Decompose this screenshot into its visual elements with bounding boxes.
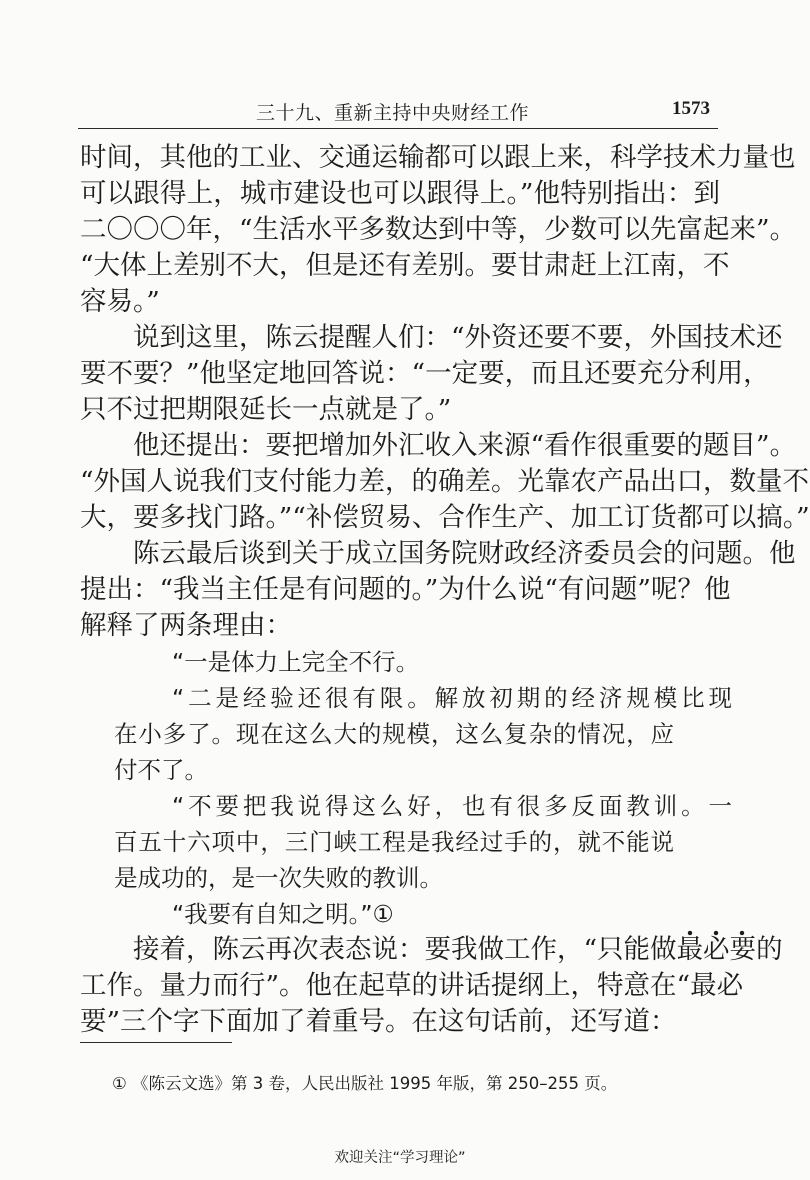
watermark-caption: 欢迎关注“学习理论” [334, 1150, 466, 1166]
text-line: 容易。” [80, 286, 160, 317]
text-line: 说到这里，陈云提醒人们：“外资还要不要，外国技术还 [133, 322, 783, 353]
text-line: 二〇〇〇年，“生活水平多数达到中等，少数可以先富起来”。 [80, 214, 797, 245]
text-line: 可以跟得上，城市建设也可以跟得上。”他特别指出：到 [80, 178, 720, 209]
text-line: 陈云最后谈到关于成立国务院财政经济委员会的问题。他 [133, 538, 796, 569]
text-line: 只不过把期限延长一点就是了。” [80, 394, 452, 425]
chapter-title: 三十九、重新主持中央财经工作 [256, 102, 530, 124]
quote-line: 付不了。 [114, 756, 208, 784]
quote-line: “一是体力上完全不行。 [172, 648, 420, 676]
text-line: 要不要？”他坚定地回答说：“一定要，而且还要充分利用， [80, 358, 770, 389]
text-line: “大体上差别不大，但是还有差别。要甘肃赶上江南，不 [80, 250, 730, 281]
quote-line: “我要有自知之明。”① [172, 900, 394, 928]
text-line: 提出：“我当主任是有问题的。”为什么说“有问题”呢？他 [80, 574, 731, 605]
quote-line: “不要把我说得这么好，也有很多反面教训。一 [172, 792, 732, 820]
text-line: 工作。量力而行”。他在起草的讲话提纲上，特意在“最必 [80, 970, 744, 1001]
quote-line: “二是经验还很有限。解放初期的经济规模比现 [172, 684, 732, 712]
page-body [80, 140, 810, 1040]
footnote: ① 《陈云文选》第 3 卷，人民出版社 1995 年版，第 250–255 页。 [112, 1074, 618, 1093]
text-line: 接着，陈云再次表态说：要我做工作，“只能做最必要的 [80, 932, 720, 968]
footnote-divider [80, 1042, 232, 1043]
running-header [78, 88, 718, 129]
text-line: 要”三个字下面加了着重号。在这句话前，还写道： [80, 1006, 677, 1037]
text-line: 时间，其他的工业、交通运输都可以跟上来，科学技术力量也 [80, 142, 796, 173]
quote-line: 百五十六项中，三门峡工程是我经过手的，就不能说 [114, 828, 674, 856]
emphasis-marked-text: 最必要 [677, 930, 757, 965]
quote-line: 在小多了。现在这么大的规模，这么复杂的情况，应 [114, 720, 674, 748]
page-number: 1573 [672, 98, 710, 119]
text-line: 大，要多找门路。”“补偿贸易、合作生产、加工订货都可以搞。” [80, 502, 810, 533]
text-line: 解释了两条理由： [80, 610, 292, 641]
text-line: “外国人说我们支付能力差，的确差。光靠农产品出口，数量不 [80, 466, 810, 497]
quote-line: 是成功的，是一次失败的教训。 [114, 864, 443, 892]
text-line: 他还提出：要把增加外汇收入来源“看作很重要的题目”。 [133, 430, 797, 461]
